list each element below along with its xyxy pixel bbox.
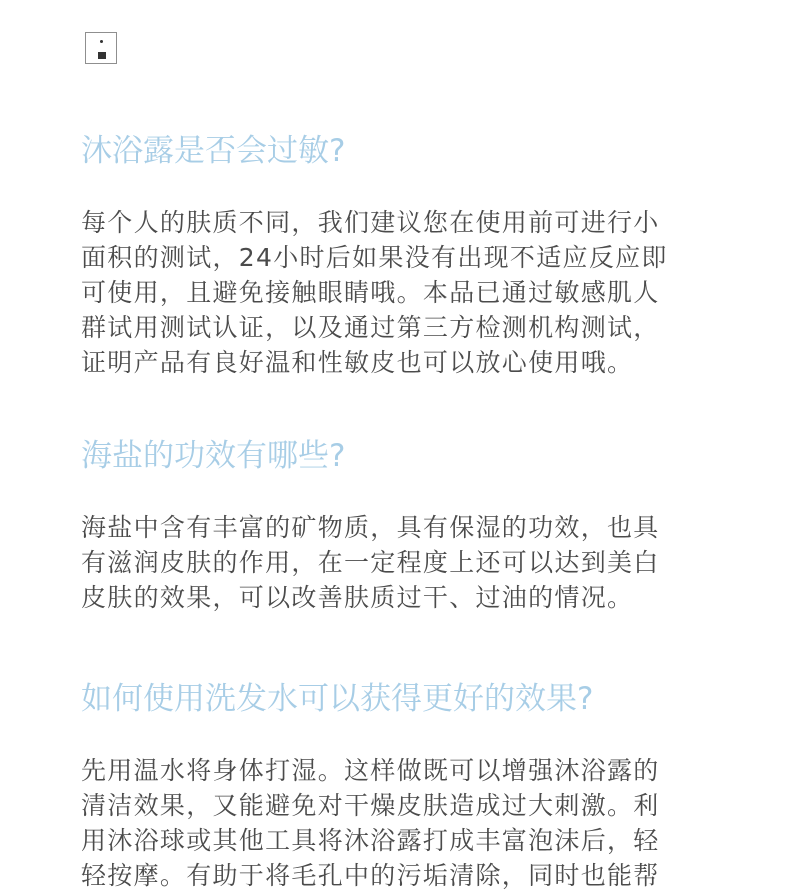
faq-answer-shampoo-usage xyxy=(81,753,731,893)
faq-question-shampoo-usage: 如何使用洗发水可以获得更好的效果? xyxy=(81,681,594,717)
answer-line: 可使用，且避免接触眼睛哦。本品已通过敏感肌人 xyxy=(81,278,660,307)
answer-line: 先用温水将身体打湿。这样做既可以增强沐浴露的 xyxy=(81,756,660,785)
image-placeholder-square xyxy=(98,52,106,59)
faq-answer-sea-salt xyxy=(81,510,731,615)
faq-question-allergy: 沐浴露是否会过敏? xyxy=(81,133,346,169)
answer-line: 海盐中含有丰富的矿物质，具有保湿的功效，也具 xyxy=(81,513,660,542)
answer-line: 证明产品有良好温和性敏皮也可以放心使用哦。 xyxy=(81,348,634,377)
answer-line: 每个人的肤质不同，我们建议您在使用前可进行小 xyxy=(81,208,660,237)
answer-line: 有滋润皮肤的作用，在一定程度上还可以达到美白 xyxy=(81,548,660,577)
answer-line: 群试用测试认证，以及通过第三方检测机构测试， xyxy=(81,313,660,342)
faq-question-sea-salt: 海盐的功效有哪些? xyxy=(81,438,346,474)
answer-line: 清洁效果，又能避免对干燥皮肤造成过大刺激。利 xyxy=(81,791,660,820)
faq-answer-allergy xyxy=(81,205,731,380)
image-placeholder-dot xyxy=(100,40,103,43)
answer-line: 面积的测试，24小时后如果没有出现不适应反应即 xyxy=(81,243,668,272)
answer-line: 用沐浴球或其他工具将沐浴露打成丰富泡沫后，轻 xyxy=(81,826,660,855)
broken-image-icon xyxy=(85,32,117,64)
answer-line: 轻按摩。有助于将毛孔中的污垢清除，同时也能帮 xyxy=(81,861,660,890)
answer-line: 皮肤的效果，可以改善肤质过干、过油的情况。 xyxy=(81,583,634,612)
